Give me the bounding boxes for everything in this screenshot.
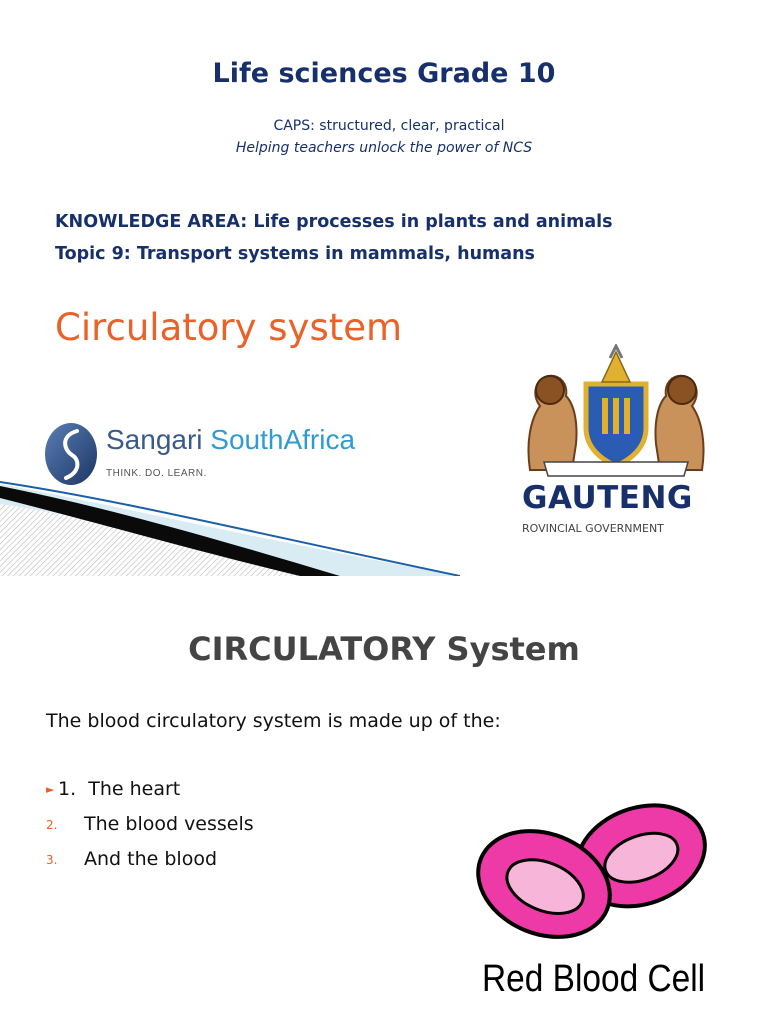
course-title: Life sciences Grade 10: [212, 58, 556, 89]
gauteng-name: GAUTENG: [522, 480, 693, 516]
sangari-word-1: Sangari: [106, 424, 211, 455]
caps-block: [0, 118, 768, 156]
slide-title: CIRCULATORY System: [188, 630, 580, 668]
caps-line: CAPS: structured, clear, practical: [273, 118, 505, 134]
subject-heading: Circulatory system: [55, 306, 403, 349]
list-item-text: 1. The heart: [58, 778, 181, 800]
gauteng-crest-icon: [516, 344, 716, 478]
knowledge-block: [55, 206, 613, 270]
content-slide: [0, 576, 768, 1024]
sangari-tagline: THINK. DO. LEARN.: [106, 468, 207, 479]
decorative-swoosh: [0, 470, 460, 576]
sangari-word-2: SouthAfrica: [210, 424, 356, 455]
list-item-text: And the blood: [84, 848, 218, 870]
list-marker: 2.: [46, 818, 58, 832]
list-item-text: The blood vessels: [84, 813, 254, 835]
gauteng-logo: [516, 344, 716, 550]
sangari-wordmark: [106, 424, 355, 456]
intro-text: The blood circulatory system is made up of the:: [46, 710, 501, 732]
caps-subline: Helping teachers unlock the power of NCS: [235, 140, 533, 156]
image-caption: Red Blood Cell: [482, 958, 706, 1000]
topic-line: Topic 9: Transport systems in mammals, humans: [55, 244, 535, 264]
red-blood-cell-illustration: [470, 794, 718, 944]
bullet-arrow-icon: ►: [46, 783, 55, 796]
gauteng-subtitle: ROVINCIAL GOVERNMENT: [522, 522, 664, 535]
knowledge-area: KNOWLEDGE AREA: Life processes in plants and animals: [55, 212, 613, 232]
list-marker: 3.: [46, 853, 58, 867]
